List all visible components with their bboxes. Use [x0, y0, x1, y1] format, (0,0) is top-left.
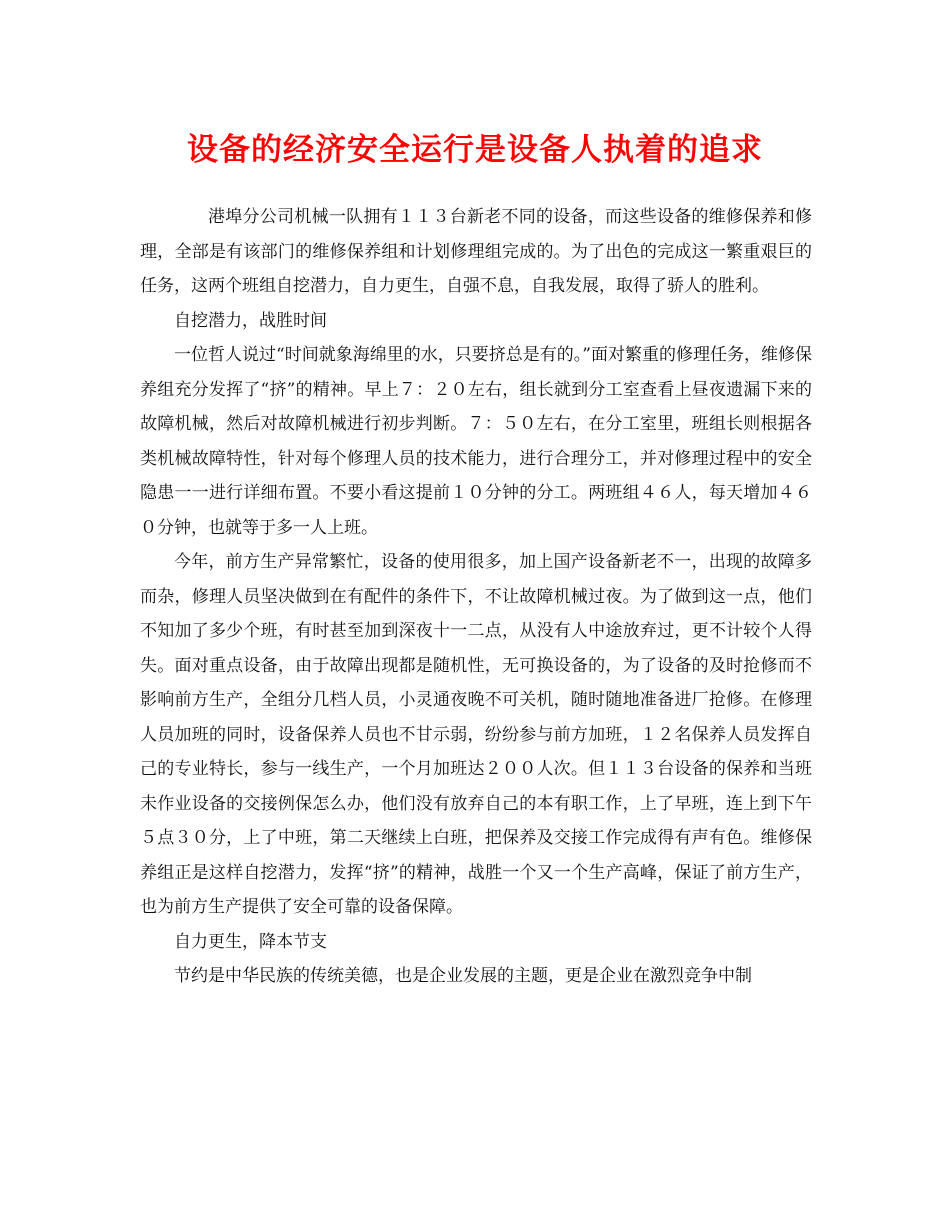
- section-heading-time: 自挖潜力，战胜时间: [174, 310, 327, 331]
- section-heading-cost: 自力更生，降本节支: [174, 931, 327, 952]
- document-body: [140, 200, 812, 994]
- paragraph-intro: 港埠分公司机械一队拥有１１３台新老不同的设备，而这些设备的维修保养和修理，全部是有该部门的维修保养组和计划修理组完成的。为了出色的完成这一繁重艰巨的任务，这两个班组自挖潜力，自力更生，自强不息，自我发展，取得了骄人的胜利。: [140, 207, 812, 296]
- paragraph-saving: 节约是中华民族的传统美德，也是企业发展的主题，更是企业在激烈竞争中制: [174, 966, 752, 986]
- paragraph-overtime: 今年，前方生产异常繁忙，设备的使用很多，加上国产设备新老不一，出现的故障多而杂，修理人员坚决做到在有配件的条件下，不让故障机械过夜。为了做到这一点，他们不知加了多少个班，有时甚至加到深夜十一二点，从没有人中途放弃过，更不计较个人得失。面对重点设备，由于故障出现都是随机性，无可换设备的，为了设备的及时抢修而不影响前方生产，全组分几档人员，小灵通夜晚不可关机，随时随地准备进厂抢修。在修理人员加班的同时，设备保养人员也不甘示弱，纷纷参与前方加班，１２名保养人员发挥自己的专业特长，参与一线生产，一个月加班达２００人次。但１１３台设备的保养和当班未作业设备的交接例保怎么办，他们没有放弃自己的本有职工作，上了早班，连上到下午５点３０分，上了中班，第二天继续上白班，把保养及交接工作完成得有声有色。维修保养组正是这样自挖潜力，发挥“挤”的精神，战胜一个又一个生产高峰，保证了前方生产，也为前方生产提供了安全可靠的设备保障。: [140, 552, 812, 917]
- document-title: 设备的经济安全运行是设备人执着的追求: [187, 132, 763, 168]
- paragraph-time-squeeze: 一位哲人说过“时间就象海绵里的水，只要挤总是有的。”面对繁重的修理任务，维修保养组充分发挥了“挤”的精神。早上７：２０左右，组长就到分工室查看上昼夜遗漏下来的故障机械，然后对故障机械进行初步判断。７：５０左右，在分工室里，班组长则根据各类机械故障特性，针对每个修理人员的技术能力，进行合理分工，并对修理过程中的安全隐患一一进行详细布置。不要小看这提前１０分钟的分工。两班组４６人，每天增加４６０分钟，也就等于多一人上班。: [140, 345, 812, 538]
